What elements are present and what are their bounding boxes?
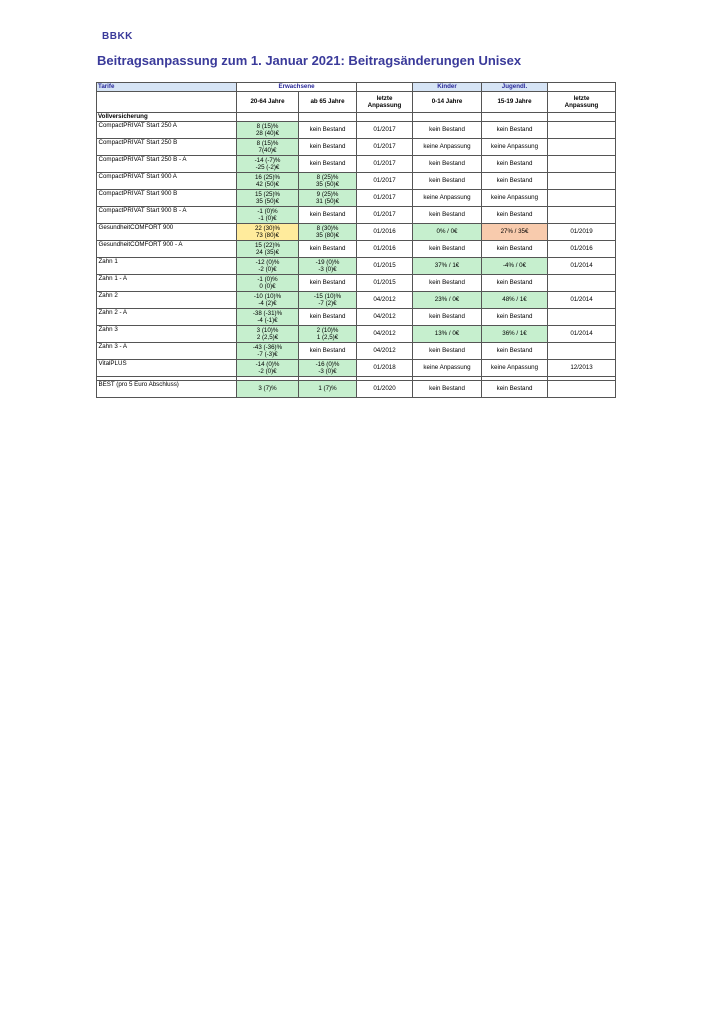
table-row <box>97 258 616 275</box>
table-row <box>97 207 616 224</box>
value-20-64-percent: 15 (25)% <box>254 190 281 198</box>
value-0-14: kein Bestand <box>413 275 482 292</box>
value-letzte-anpassung-2 <box>548 139 616 156</box>
value-ab-65-line2: -3 (0)€ <box>318 266 337 273</box>
value-letzte-anpassung: 01/2017 <box>357 207 413 224</box>
value-0-14: kein Bestand <box>413 173 482 190</box>
value-15-19: -4% / 0€ <box>482 258 548 275</box>
tariff-name: CompactPRIVAT Start 900 A <box>97 173 237 190</box>
value-15-19: kein Bestand <box>482 241 548 258</box>
value-letzte-anpassung: 01/2017 <box>357 122 413 139</box>
value-20-64-euro: 24 (35)€ <box>255 249 280 256</box>
value-20-64-percent: 22 (30)% <box>254 224 281 232</box>
value-letzte-anpassung: 01/2017 <box>357 173 413 190</box>
value-20-64 <box>237 122 299 139</box>
value-15-19: kein Bestand <box>482 275 548 292</box>
value-ab-65 <box>299 241 357 258</box>
value-ab-65-line1: kein Bestand <box>309 160 346 168</box>
value-ab-65-line1: kein Bestand <box>309 245 346 253</box>
value-letzte-anpassung: 01/2017 <box>357 156 413 173</box>
value-20-64-percent: -38 (-31)% <box>252 309 283 317</box>
value-20-64-percent: -14 (0)% <box>255 360 280 368</box>
table-row <box>97 190 616 207</box>
value-ab-65 <box>299 207 357 224</box>
value-20-64 <box>237 343 299 360</box>
value-0-14: keine Anpassung <box>413 190 482 207</box>
table-row-best <box>97 381 616 398</box>
header-letzte2-line2: Anpassung <box>564 102 599 109</box>
header-15-19: 15-19 Jahre <box>482 92 548 113</box>
value-20-64-euro: 2 (2,5)€ <box>256 334 279 341</box>
value-20-64 <box>237 275 299 292</box>
value-ab-65-line1: 8 (25)% <box>316 173 339 181</box>
header-letzte-anpassung-2 <box>548 92 616 113</box>
value-letzte-anpassung-2: 01/2014 <box>548 292 616 309</box>
tariff-name: GesundheitCOMFORT 900 - A <box>97 241 237 258</box>
value-ab-65 <box>299 292 357 309</box>
value-20-64-euro: -7 (-3)€ <box>257 351 278 358</box>
value-letzte-anpassung-2 <box>548 173 616 190</box>
value-letzte-anpassung: 04/2012 <box>357 309 413 326</box>
value-20-64 <box>237 292 299 309</box>
value-ab-65-line1: -19 (0)% <box>315 258 340 266</box>
value-20-64-percent: -43 (-36)% <box>252 343 283 351</box>
value-20-64-euro: 28 (40)€ <box>255 130 280 137</box>
header-row-groups <box>97 83 616 92</box>
value-ab-65 <box>299 122 357 139</box>
header-0-14: 0-14 Jahre <box>413 92 482 113</box>
value-20-64-euro: -2 (0)€ <box>258 368 277 375</box>
value-letzte-anpassung: 04/2012 <box>357 343 413 360</box>
value-letzte-anpassung-2 <box>548 207 616 224</box>
value-20-64-euro: 35 (50)€ <box>255 198 280 205</box>
value-20-64-percent: 8 (15)% <box>256 122 279 130</box>
value-20-64-euro: -4 (2)€ <box>258 300 277 307</box>
value-20-64 <box>237 224 299 241</box>
value-20-64 <box>237 156 299 173</box>
value-letzte-anpassung: 01/2016 <box>357 241 413 258</box>
header-ab-65: ab 65 Jahre <box>299 92 357 113</box>
value-letzte-anpassung: 01/2016 <box>357 224 413 241</box>
value-20-64: 3 (7)% <box>237 381 299 398</box>
table-row <box>97 122 616 139</box>
value-20-64-percent: -12 (0)% <box>255 258 280 266</box>
value-ab-65-line1: 2 (10)% <box>316 326 339 334</box>
page-title: Beitragsanpassung zum 1. Januar 2021: Beitragsänderungen Unisex <box>97 53 522 68</box>
value-15-19: kein Bestand <box>482 173 548 190</box>
value-letzte-anpassung-2 <box>548 190 616 207</box>
value-0-14: 37% / 1€ <box>413 258 482 275</box>
tariff-name: CompactPRIVAT Start 900 B - A <box>97 207 237 224</box>
table-row <box>97 309 616 326</box>
value-15-19: kein Bestand <box>482 156 548 173</box>
value-ab-65 <box>299 139 357 156</box>
value-letzte-anpassung-2 <box>548 156 616 173</box>
value-letzte-anpassung-2: 01/2016 <box>548 241 616 258</box>
value-letzte-anpassung: 04/2012 <box>357 326 413 343</box>
value-20-64-percent: 3 (10)% <box>256 326 279 334</box>
value-ab-65-line2: 31 (50)€ <box>315 198 340 205</box>
value-15-19: kein Bestand <box>482 122 548 139</box>
value-15-19: keine Anpassung <box>482 360 548 377</box>
tariff-name: Zahn 2 <box>97 292 237 309</box>
value-20-64-euro: -4 (-1)€ <box>257 317 278 324</box>
value-20-64-percent: -1 (0)% <box>257 207 278 215</box>
value-letzte-anpassung-2 <box>548 275 616 292</box>
value-ab-65 <box>299 258 357 275</box>
tariff-name: Zahn 3 <box>97 326 237 343</box>
header-erwachsene: Erwachsene <box>237 83 357 92</box>
tariff-name: CompactPRIVAT Start 250 A <box>97 122 237 139</box>
value-20-64-percent: -10 (10)% <box>253 292 282 300</box>
value-15-19: kein Bestand <box>482 381 548 398</box>
value-20-64-euro: -1 (0)€ <box>258 215 277 222</box>
value-0-14: kein Bestand <box>413 122 482 139</box>
value-15-19: keine Anpassung <box>482 139 548 156</box>
table-row <box>97 173 616 190</box>
value-20-64-euro: 7(40)€ <box>258 147 277 154</box>
value-letzte-anpassung-2 <box>548 343 616 360</box>
table-row <box>97 224 616 241</box>
tariff-name: Zahn 1 <box>97 258 237 275</box>
value-15-19: kein Bestand <box>482 343 548 360</box>
value-letzte-anpassung-2 <box>548 381 616 398</box>
value-ab-65 <box>299 156 357 173</box>
value-letzte-anpassung-2: 01/2014 <box>548 258 616 275</box>
value-ab-65 <box>299 224 357 241</box>
value-15-19: keine Anpassung <box>482 190 548 207</box>
value-ab-65-line1: kein Bestand <box>309 211 346 219</box>
header-blank <box>97 92 237 113</box>
value-ab-65-line1: kein Bestand <box>309 313 346 321</box>
value-ab-65 <box>299 360 357 377</box>
value-20-64 <box>237 258 299 275</box>
table-row <box>97 275 616 292</box>
value-20-64-euro: 73 (80)€ <box>255 232 280 239</box>
value-20-64 <box>237 190 299 207</box>
value-ab-65-line2: -3 (0)€ <box>318 368 337 375</box>
value-ab-65-line1: -16 (0)% <box>315 360 340 368</box>
value-15-19: 36% / 1€ <box>482 326 548 343</box>
value-ab-65 <box>299 326 357 343</box>
header-letzte-line1: letzte <box>376 94 393 102</box>
value-ab-65-line2: -7 (2)€ <box>318 300 337 307</box>
value-letzte-anpassung-2 <box>548 309 616 326</box>
value-ab-65-line1: 9 (25)% <box>316 190 339 198</box>
value-0-14: kein Bestand <box>413 309 482 326</box>
header-20-64: 20-64 Jahre <box>237 92 299 113</box>
header-letzte-anpassung <box>357 92 413 113</box>
value-ab-65 <box>299 173 357 190</box>
value-ab-65 <box>299 275 357 292</box>
value-20-64-euro: -2 (0)€ <box>258 266 277 273</box>
value-letzte-anpassung: 01/2018 <box>357 360 413 377</box>
header-letzte2-line1: letzte <box>573 94 590 102</box>
value-ab-65 <box>299 343 357 360</box>
value-ab-65: 1 (7)% <box>299 381 357 398</box>
header-jugendl: Jugendl. <box>482 83 548 92</box>
value-20-64-percent: -14 (-7)% <box>254 156 281 164</box>
value-0-14: kein Bestand <box>413 381 482 398</box>
header-empty <box>357 83 413 92</box>
value-ab-65-line1: kein Bestand <box>309 279 346 287</box>
value-20-64-euro: -25 (-2)€ <box>255 164 280 171</box>
value-letzte-anpassung: 04/2012 <box>357 292 413 309</box>
value-ab-65-line1: kein Bestand <box>309 126 346 134</box>
tariff-name: GesundheitCOMFORT 900 <box>97 224 237 241</box>
value-20-64 <box>237 326 299 343</box>
value-letzte-anpassung: 01/2020 <box>357 381 413 398</box>
value-15-19: kein Bestand <box>482 207 548 224</box>
table-row <box>97 156 616 173</box>
header-kinder: Kinder <box>413 83 482 92</box>
value-letzte-anpassung: 01/2015 <box>357 275 413 292</box>
tariff-name: BEST (pro 5 Euro Abschluss) <box>97 381 237 398</box>
value-0-14: 0% / 0€ <box>413 224 482 241</box>
value-20-64 <box>237 241 299 258</box>
value-20-64-euro: 42 (50)€ <box>255 181 280 188</box>
value-ab-65-line2: 1 (2,5)€ <box>316 334 339 341</box>
value-20-64 <box>237 139 299 156</box>
table-row <box>97 326 616 343</box>
section-row <box>97 113 616 122</box>
value-20-64 <box>237 207 299 224</box>
tariff-name: CompactPRIVAT Start 250 B <box>97 139 237 156</box>
section-label: Vollversicherung <box>97 113 237 122</box>
value-15-19: 27% / 35€ <box>482 224 548 241</box>
value-20-64-euro: 0 (0)€ <box>259 283 276 290</box>
value-letzte-anpassung-2: 01/2014 <box>548 326 616 343</box>
value-20-64-percent: 8 (15)% <box>256 139 279 147</box>
tariff-name: CompactPRIVAT Start 900 B <box>97 190 237 207</box>
value-ab-65-line1: 8 (30)% <box>316 224 339 232</box>
value-0-14: 13% / 0€ <box>413 326 482 343</box>
value-letzte-anpassung-2 <box>548 122 616 139</box>
value-20-64-percent: 16 (25)% <box>254 173 281 181</box>
header-tarife: Tarife <box>97 83 237 92</box>
value-ab-65-line1: kein Bestand <box>309 143 346 151</box>
table-row <box>97 292 616 309</box>
value-ab-65-line1: kein Bestand <box>309 347 346 355</box>
table-row <box>97 343 616 360</box>
value-20-64-percent: -1 (0)% <box>257 275 278 283</box>
value-ab-65-line2: 35 (80)€ <box>315 232 340 239</box>
value-0-14: keine Anpassung <box>413 139 482 156</box>
premium-table <box>96 82 616 398</box>
value-letzte-anpassung: 01/2015 <box>357 258 413 275</box>
value-letzte-anpassung-2: 01/2019 <box>548 224 616 241</box>
value-ab-65-line2: 35 (50)€ <box>315 181 340 188</box>
value-letzte-anpassung-2: 12/2013 <box>548 360 616 377</box>
value-letzte-anpassung: 01/2017 <box>357 139 413 156</box>
value-0-14: keine Anpassung <box>413 360 482 377</box>
value-15-19: 48% / 1€ <box>482 292 548 309</box>
tariff-name: Zahn 3 - A <box>97 343 237 360</box>
table-row <box>97 241 616 258</box>
value-20-64 <box>237 309 299 326</box>
value-15-19: kein Bestand <box>482 309 548 326</box>
value-ab-65 <box>299 309 357 326</box>
value-ab-65-line1: -15 (10)% <box>313 292 342 300</box>
brand-logo: BBKK <box>102 31 133 42</box>
value-0-14: kein Bestand <box>413 207 482 224</box>
tariff-name: Zahn 1 - A <box>97 275 237 292</box>
value-20-64 <box>237 173 299 190</box>
value-0-14: 23% / 0€ <box>413 292 482 309</box>
header-empty-2 <box>548 83 616 92</box>
value-letzte-anpassung: 01/2017 <box>357 190 413 207</box>
value-20-64-percent: 15 (22)% <box>254 241 281 249</box>
tariff-name: VitalPLUS <box>97 360 237 377</box>
value-20-64 <box>237 360 299 377</box>
value-0-14: kein Bestand <box>413 156 482 173</box>
table-row <box>97 360 616 377</box>
value-0-14: kein Bestand <box>413 241 482 258</box>
tariff-name: CompactPRIVAT Start 250 B - A <box>97 156 237 173</box>
tariff-name: Zahn 2 - A <box>97 309 237 326</box>
header-row-columns <box>97 92 616 113</box>
value-ab-65 <box>299 190 357 207</box>
value-0-14: kein Bestand <box>413 343 482 360</box>
header-letzte-line2: Anpassung <box>367 102 402 109</box>
table-row <box>97 139 616 156</box>
